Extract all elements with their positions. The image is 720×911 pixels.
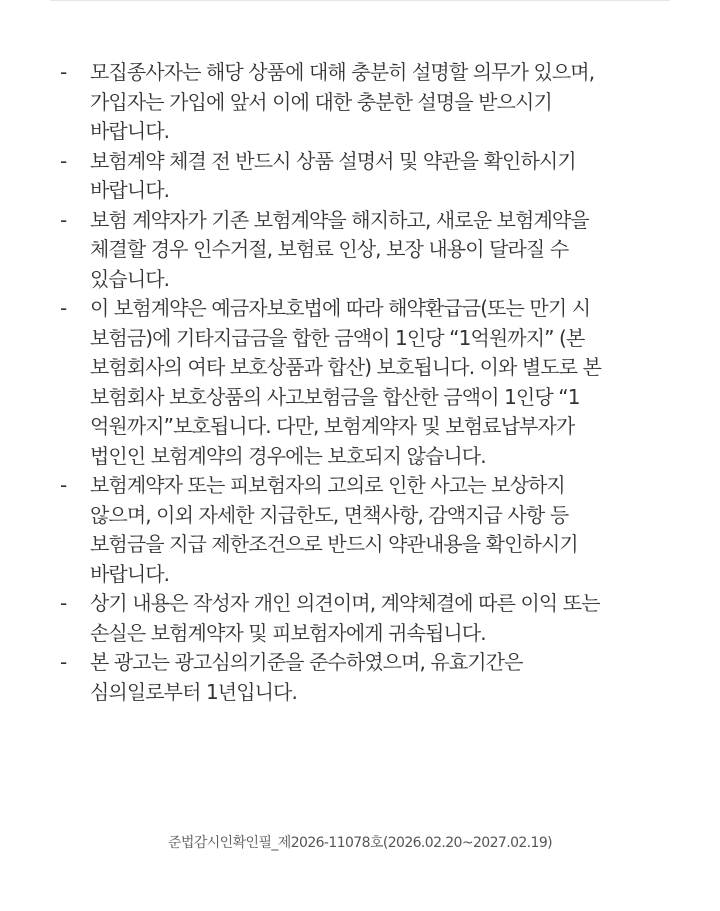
bullet-dash: -	[60, 207, 67, 232]
notice-text-line: 바랍니다.	[90, 119, 170, 143]
notice-text-line: 보험금)에 기타지급금을 합한 금액이 1인당 “1억원까지” (본	[90, 325, 585, 350]
notice-text-line: 심의일로부터 1년입니다.	[90, 679, 297, 704]
notice-item	[60, 589, 700, 648]
compliance-approval-number: 준법감시인확인필_제2026-11078호(2026.02.20~2027.02.19)	[167, 835, 553, 851]
notice-item	[60, 147, 700, 206]
bullet-dash: -	[60, 296, 67, 320]
notice-text-line: 보험금을 지급 제한조건으로 반드시 약관내용을 확인하시기	[90, 532, 578, 556]
notice-text-line: 있습니다.	[90, 266, 170, 291]
bullet-dash: -	[60, 148, 67, 173]
notice-item	[60, 471, 700, 589]
notice-text-line: 모집종사자는 해당 상품에 대해 충분히 설명할 의무가 있으며,	[90, 60, 595, 84]
notice-text-line: 이 보험계약은 예금자보호법에 따라 해약환급금(또는 만기 시	[90, 296, 591, 320]
notice-item	[60, 58, 700, 147]
notice-list	[60, 58, 700, 707]
notice-text-line: 보험회사의 여타 보호상품과 합산) 보호됩니다. 이와 별도로 본	[90, 355, 602, 379]
notice-item	[60, 206, 700, 295]
top-divider	[50, 0, 670, 1]
notice-text-line: 본 광고는 광고심의기준을 준수하였으며, 유효기간은	[90, 650, 523, 674]
bullet-dash: -	[60, 473, 67, 497]
notice-text-line: 바랍니다.	[90, 561, 170, 586]
notice-text-line: 손실은 보험계약자 및 피보험자에게 귀속됩니다.	[90, 620, 486, 645]
notice-item	[60, 294, 700, 471]
notice-item	[60, 648, 700, 707]
notice-text-line: 보험회사 보호상품의 사고보험금을 합산한 금액이 1인당 “1	[90, 384, 580, 409]
notice-text-line: 상기 내용은 작성자 개인 의견이며, 계약체결에 따른 이익 또는	[90, 591, 600, 615]
bullet-dash: -	[60, 650, 67, 674]
notice-text-line: 바랍니다.	[90, 178, 170, 202]
notice-text-line: 보험 계약자가 기존 보험계약을 해지하고, 새로운 보험계약을	[90, 207, 589, 232]
notice-text-line: 않으며, 이외 자세한 지급한도, 면책사항, 감액지급 사항 등	[90, 502, 569, 527]
notice-text-line: 가입자는 가입에 앞서 이에 대한 충분한 설명을 받으시기	[90, 89, 552, 114]
notice-text-line: 체결할 경우 인수거절, 보험료 인상, 보장 내용이 달라질 수	[90, 237, 569, 261]
bullet-dash: -	[60, 591, 67, 615]
notice-text-line: 억원까지”보호됩니다. 다만, 보험계약자 및 보험료납부자가	[90, 414, 575, 438]
bullet-dash: -	[60, 60, 67, 84]
notice-text-line: 법인인 보험계약의 경우에는 보호되지 않습니다.	[90, 443, 486, 468]
notice-text-line: 보험계약 체결 전 반드시 상품 설명서 및 약관을 확인하시기	[90, 148, 576, 173]
notice-text-line: 보험계약자 또는 피보험자의 고의로 인한 사고는 보상하지	[90, 473, 565, 497]
